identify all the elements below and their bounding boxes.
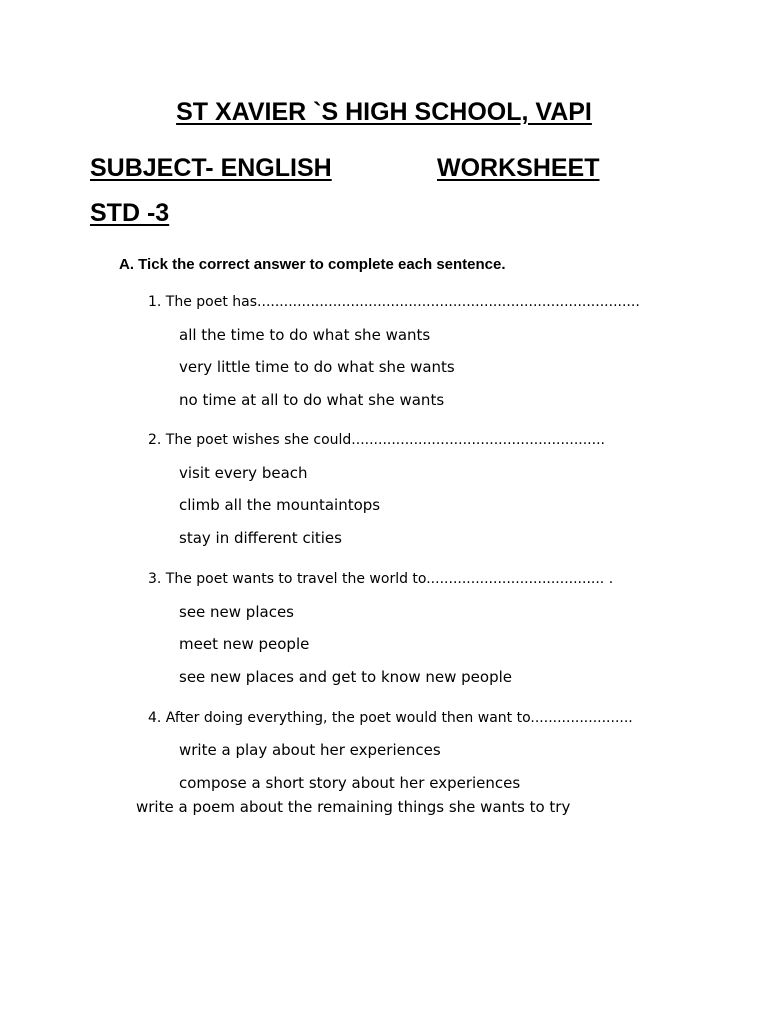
question-2-option-2[interactable]: climb all the mountaintops <box>179 496 381 514</box>
question-4-option-1[interactable]: write a play about her experiences <box>179 741 441 759</box>
question-2-option-1[interactable]: visit every beach <box>179 464 308 482</box>
question-3-option-1[interactable]: see new places <box>179 603 294 621</box>
question-1-option-2[interactable]: very little time to do what she wants <box>179 358 455 376</box>
worksheet-heading: WORKSHEET <box>437 154 600 182</box>
question-1-option-3[interactable]: no time at all to do what she wants <box>179 391 445 409</box>
question-3-option-3[interactable]: see new places and get to know new people <box>179 668 512 686</box>
question-1-option-1[interactable]: all the time to do what she wants <box>179 326 431 344</box>
standard-heading: STD -3 <box>90 199 170 227</box>
section-instruction: A. Tick the correct answer to complete each sentence. <box>119 256 506 273</box>
question-4: 4. After doing everything, the poet would then want to....................... <box>148 710 633 726</box>
question-4-option-3[interactable]: write a poem about the remaining things she wants to try <box>136 798 571 816</box>
question-1: 1. The poet has...................................................................................... <box>148 294 640 310</box>
question-2: 2. The poet wishes she could......................................................... <box>148 432 605 448</box>
question-3-option-2[interactable]: meet new people <box>179 635 310 653</box>
subject-heading: SUBJECT- ENGLISH <box>90 154 332 182</box>
question-2-option-3[interactable]: stay in different cities <box>179 529 342 547</box>
question-4-option-2[interactable]: compose a short story about her experiences <box>179 774 521 792</box>
question-3: 3. The poet wants to travel the world to........................................ . <box>148 571 614 587</box>
school-name: ST XAVIER `S HIGH SCHOOL, VAPI <box>176 98 592 126</box>
